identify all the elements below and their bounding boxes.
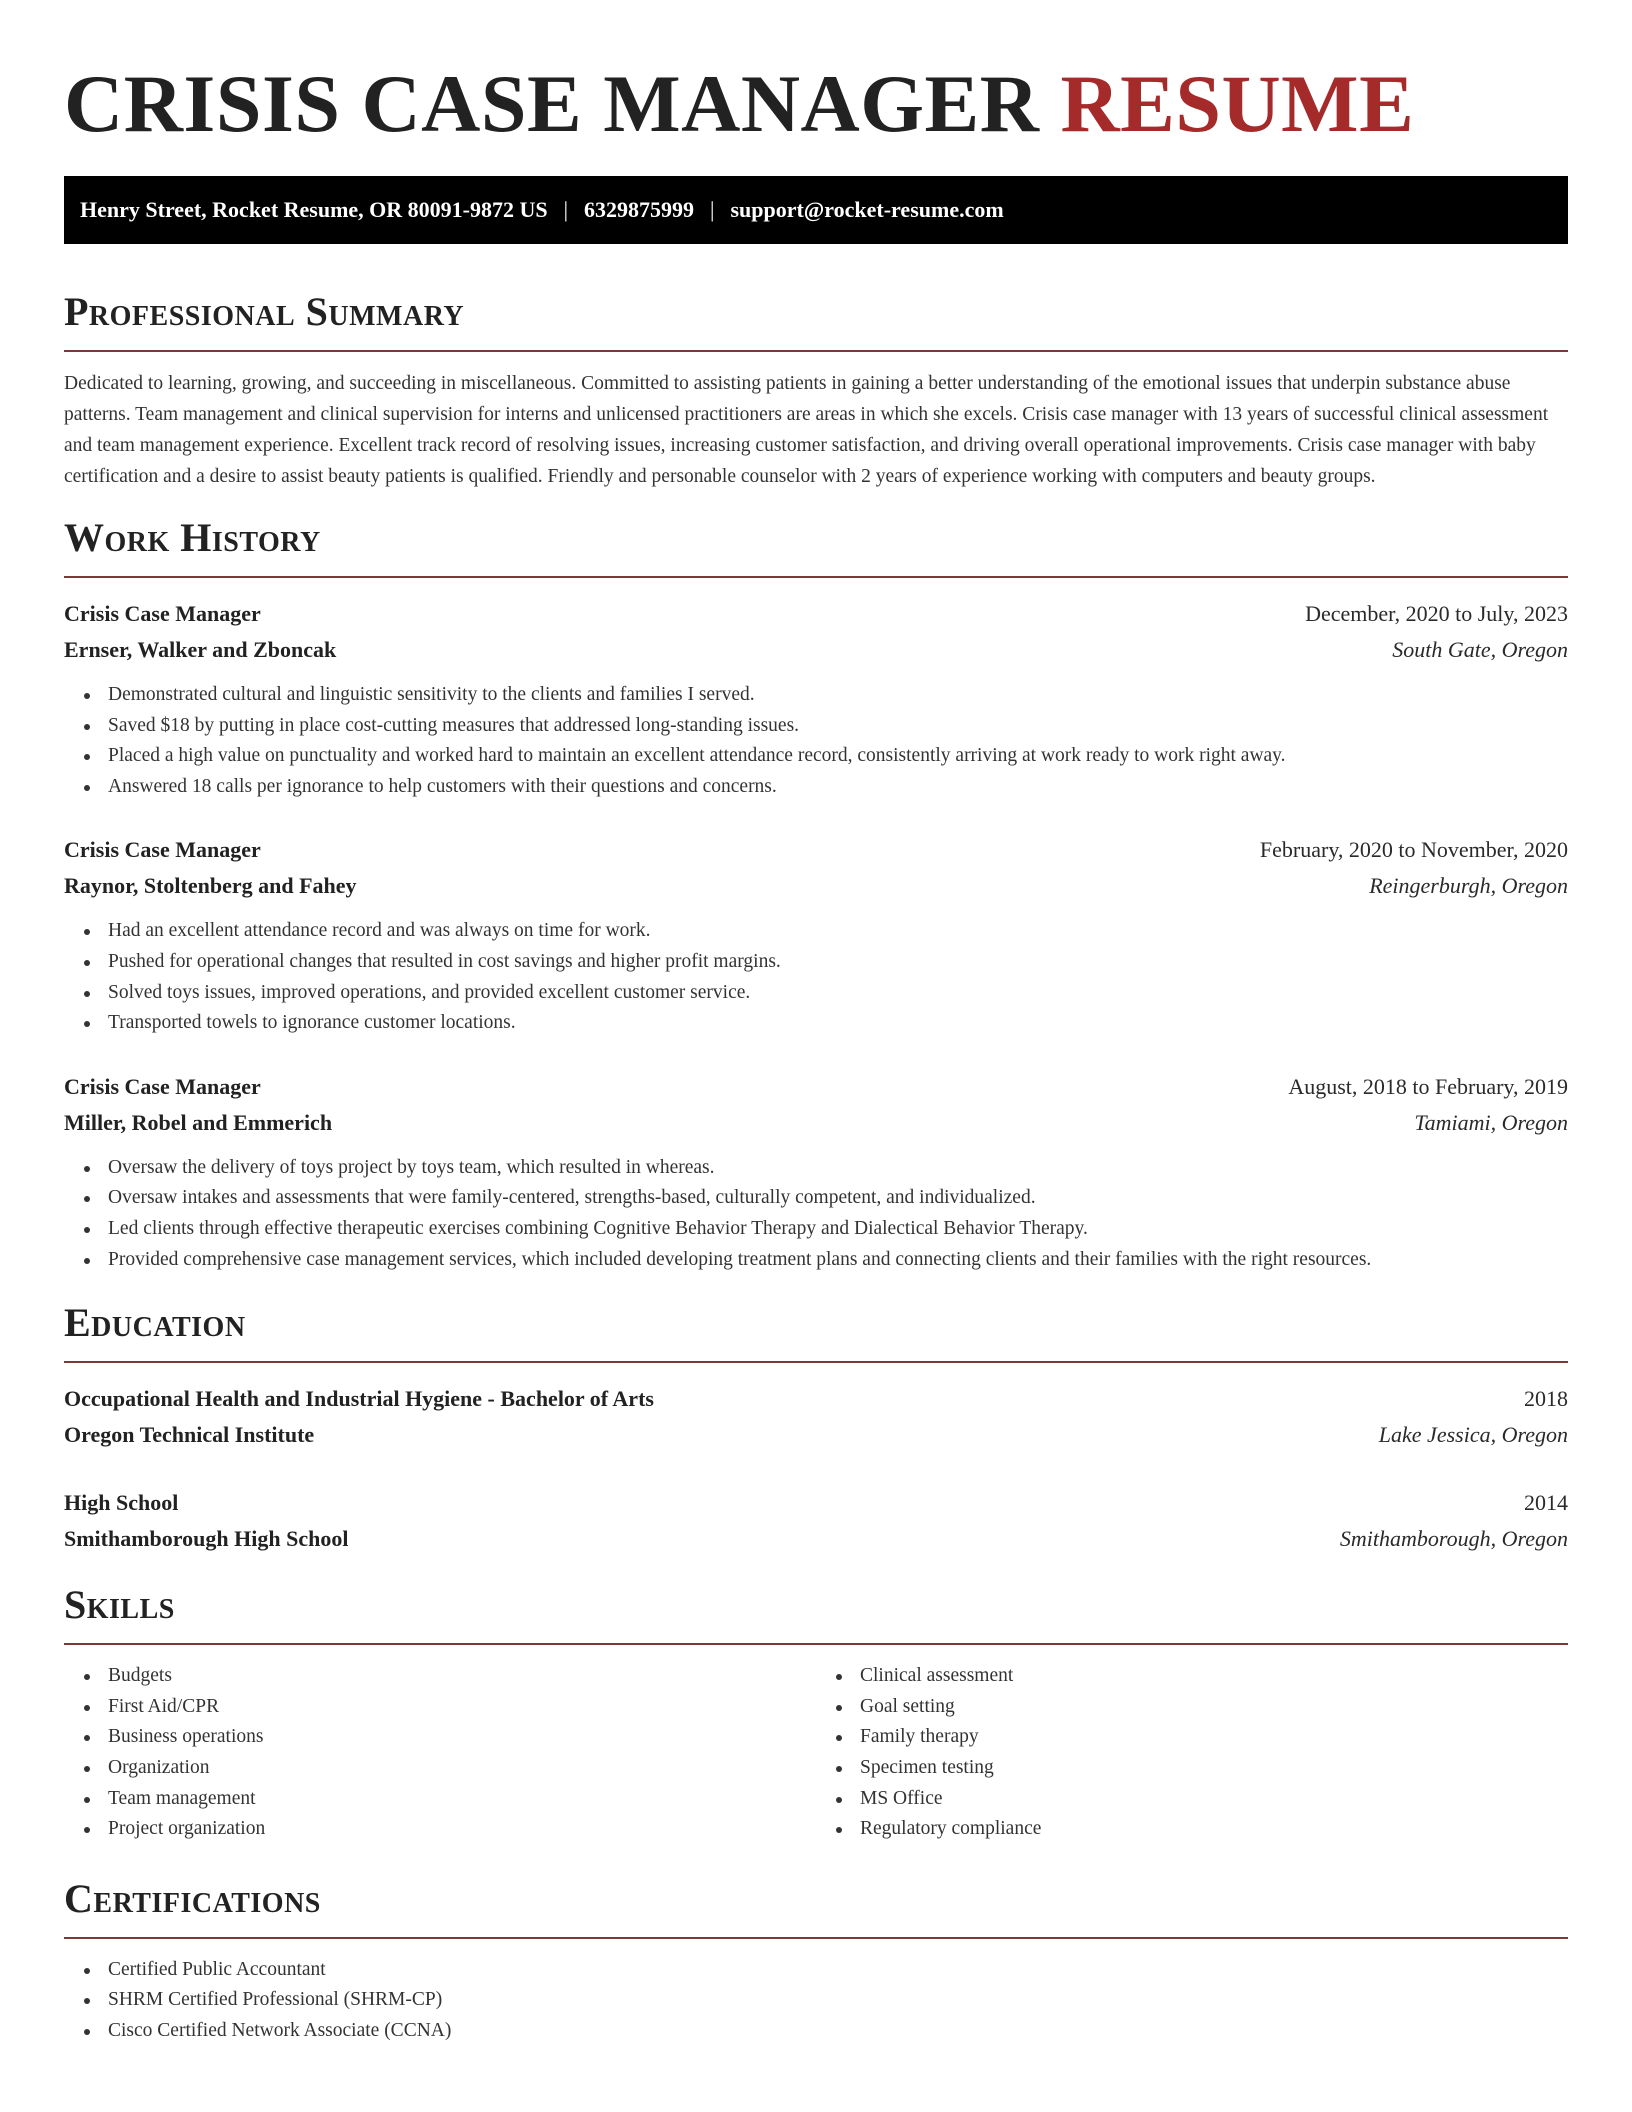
skill-item: First Aid/CPR (108, 1692, 816, 1723)
job-title: Crisis Case Manager (64, 1073, 261, 1099)
education-row-school (64, 1417, 1568, 1453)
skills-list-left (64, 1661, 816, 1845)
job-row-company (64, 632, 1568, 668)
job-title: Crisis Case Manager (64, 601, 261, 626)
skill-item: Team management (108, 1784, 816, 1815)
title-accent: RESUME (1060, 58, 1415, 149)
certification-item: Certified Public Accountant (108, 1955, 1568, 1986)
contact-address: Henry Street, Rocket Resume, OR 80091-9872 US (80, 197, 548, 222)
job-bullets (64, 916, 1568, 1038)
skills-section (64, 1581, 1568, 1845)
title-main: CRISIS CASE MANAGER (64, 58, 1040, 149)
list-item: Oversaw the delivery of toys project by toys team, which resulted in whereas. (108, 1153, 1568, 1184)
education-degree: High School (64, 1490, 179, 1516)
list-item: Solved toys issues, improved operations, and provided excellent customer service. (108, 978, 1568, 1009)
contact-bar (64, 176, 1568, 244)
list-item: Pushed for operational changes that resulted in cost savings and higher profit margins. (108, 947, 1568, 978)
summary-text: Dedicated to learning, growing, and succeeding in miscellaneous. Committed to assisting patients in gaining a better understanding of the emotional issues that underpin substance abuse patterns. Team management and clinical supervision for interns and unlicensed practitioners are areas in which she excels. Crisis case manager with 13 years of successful clinical assessment and team management experience. Excellent track record of resolving issues, increasing customer satisfaction, and driving overall operational improvements. Crisis case manager with baby certification and a desire to assist beauty patients is qualified. Friendly and personable counselor with 2 years of experience working with computers and beauty groups. (64, 373, 1549, 487)
skill-item: Specimen testing (860, 1753, 1568, 1784)
skills-column-right (816, 1661, 1568, 1845)
job-row-company (64, 868, 1568, 904)
job-location: South Gate, Oregon (1392, 637, 1568, 662)
list-item: Led clients through effective therapeutic exercises combining Cognitive Behavior Therapy and Dialectical Behavior Therapy. (108, 1214, 1568, 1245)
list-item: Placed a high value on punctuality and worked hard to maintain an excellent attendance record, consistently arriving at work ready to work right away. (108, 741, 1568, 772)
skill-item: Family therapy (860, 1722, 1568, 1753)
list-item: Oversaw intakes and assessments that were family-centered, strengths-based, culturally competent, and individualized. (108, 1183, 1568, 1214)
skill-item: MS Office (860, 1784, 1568, 1815)
education-entry (64, 1485, 1568, 1557)
job-row-title (64, 1069, 1568, 1105)
section-heading-summary: Professional Summary (64, 288, 1568, 352)
job-row-company (64, 1105, 1568, 1141)
skills-column-left (64, 1661, 816, 1845)
contact-email[interactable]: support@rocket-resume.com (730, 197, 1004, 222)
section-heading-skills: Skills (64, 1581, 1568, 1645)
job-company: Miller, Robel and Emmerich (64, 1109, 333, 1135)
section-heading-work-history: Work History (64, 514, 1568, 578)
list-item: Saved $18 by putting in place cost-cutting measures that addressed long-standing issues. (108, 711, 1568, 742)
work-history-section (64, 514, 1568, 1275)
education-year: 2014 (1524, 1490, 1568, 1516)
education-location: Smithamborough, Oregon (1339, 1526, 1568, 1552)
job-entry (64, 832, 1568, 1038)
contact-separator: | (563, 197, 569, 222)
education-school: Smithamborough High School (64, 1526, 349, 1552)
job-location: Tamiami, Oregon (1414, 1109, 1568, 1135)
skill-item: Organization (108, 1753, 816, 1784)
list-item: Had an excellent attendance record and was always on time for work. (108, 916, 1568, 947)
skill-item: Clinical assessment (860, 1661, 1568, 1692)
job-company: Ernser, Walker and Zboncak (64, 637, 337, 662)
list-item: Demonstrated cultural and linguistic sensitivity to the clients and families I served. (108, 680, 1568, 711)
certifications-section (64, 1875, 1568, 2047)
job-row-title (64, 832, 1568, 868)
job-bullets (64, 680, 1568, 802)
education-location: Lake Jessica, Oregon (1378, 1422, 1568, 1448)
skill-item: Regulatory compliance (860, 1814, 1568, 1845)
education-year: 2018 (1524, 1386, 1568, 1412)
certification-item: Cisco Certified Network Associate (CCNA) (108, 2016, 1568, 2047)
job-entry (64, 1069, 1568, 1275)
education-row-degree (64, 1381, 1568, 1417)
section-heading-education: Education (64, 1299, 1568, 1363)
contact-phone[interactable]: 6329875999 (584, 197, 695, 222)
job-location: Reingerburgh, Oregon (1369, 873, 1568, 899)
summary-section (64, 288, 1568, 492)
section-heading-certifications: Certifications (64, 1875, 1568, 1939)
education-school: Oregon Technical Institute (64, 1422, 315, 1448)
skill-item: Budgets (108, 1661, 816, 1692)
job-company: Raynor, Stoltenberg and Fahey (64, 873, 357, 899)
resume-title (64, 56, 1568, 152)
list-item: Answered 18 calls per ignorance to help customers with their questions and concerns. (108, 772, 1568, 803)
education-degree: Occupational Health and Industrial Hygiene - Bachelor of Arts (64, 1386, 654, 1412)
job-entry (64, 596, 1568, 802)
skill-item: Business operations (108, 1722, 816, 1753)
skill-item: Goal setting (860, 1692, 1568, 1723)
skill-item: Project organization (108, 1814, 816, 1845)
education-row-degree (64, 1485, 1568, 1521)
job-dates: December, 2020 to July, 2023 (1305, 601, 1568, 626)
list-item: Transported towels to ignorance customer locations. (108, 1008, 1568, 1039)
job-bullets (64, 1153, 1568, 1275)
education-entry (64, 1381, 1568, 1453)
skills-list-right (816, 1661, 1568, 1845)
job-title: Crisis Case Manager (64, 837, 261, 863)
job-dates: August, 2018 to February, 2019 (1288, 1073, 1568, 1099)
skills-grid (64, 1661, 1568, 1845)
job-dates: February, 2020 to November, 2020 (1259, 837, 1568, 863)
certification-item: SHRM Certified Professional (SHRM-CP) (108, 1985, 1568, 2016)
list-item: Provided comprehensive case management services, which included developing treatment plans and connecting clients and their families with the right resources. (108, 1245, 1568, 1276)
contact-separator: | (710, 197, 715, 222)
education-row-school (64, 1521, 1568, 1557)
job-row-title (64, 596, 1568, 632)
certifications-list (64, 1955, 1568, 2047)
education-section (64, 1299, 1568, 1557)
